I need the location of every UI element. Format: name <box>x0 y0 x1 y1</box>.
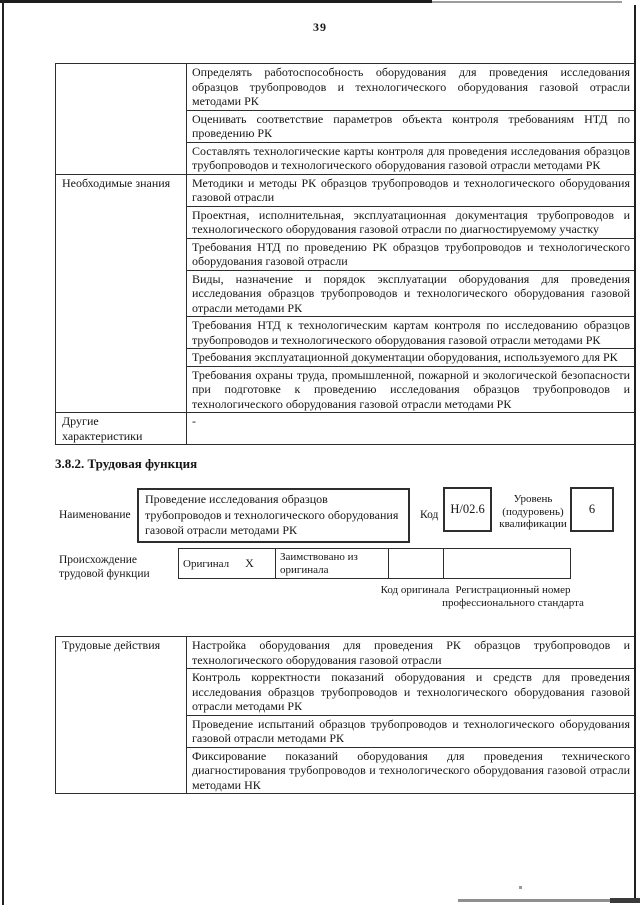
action-cell: Фиксирование показаний оборудования для проведения технического диагностирования трубопроводов и технологического оборудования газовой отрасли методами НК <box>187 747 636 794</box>
function-name-box: Проведение исследования образцов трубопроводов и технологического оборудования газовой отрасли методами РК <box>137 488 410 543</box>
section-title: 3.8.2. Трудовая функция <box>55 456 198 471</box>
scan-edge-right <box>634 5 636 898</box>
continuation-left-cell <box>56 64 187 175</box>
table-row <box>179 549 571 579</box>
skill-cell: Составлять технологические карты контроля для проведения исследования образцов трубопроводов и технологического оборудования газовой отрасли методами РК <box>187 142 636 174</box>
scan-edge-top-gray <box>432 1 622 3</box>
origin-section <box>0 548 640 624</box>
original-mark: X <box>245 555 254 570</box>
knowledge-cell: Требования охраны труда, промышленной, пожарной и экологической безопасности при подготовке к проведению исследования образцов трубопроводов и технологического оборудования газовой отрасли методами РК <box>187 366 636 413</box>
labor-function-header <box>0 487 640 543</box>
origin-reg-caption: Регистрационный номер профессионального стандарта <box>442 584 584 609</box>
scan-edge-bottom <box>458 899 610 902</box>
page-number: 39 <box>313 20 327 34</box>
knowledge-cell: Требования НТД к технологическим картам контроля по исследованию образцов трубопроводов и технологического оборудования газовой отрасли методами РК <box>187 317 636 349</box>
other-value-cell: - <box>187 413 636 445</box>
level-label: Уровень (подуровень) квалификации <box>499 493 567 530</box>
table-row <box>56 174 636 206</box>
other-label-cell: Другие характеристики <box>56 413 187 445</box>
skill-cell: Оценивать соответствие параметров объекта контроля требованиям НТД по проведению РК <box>187 110 636 142</box>
knowledge-cell: Требования эксплуатационной документации оборудования, используемого для РК <box>187 349 636 367</box>
knowledge-table <box>55 63 636 445</box>
knowledge-cell: Виды, назначение и порядок эксплуатации оборудования для проведения исследования образцов трубопроводов и технологического оборудования газовой отрасли методами РК <box>187 270 636 317</box>
scan-edge-bottom-dark <box>610 898 640 903</box>
action-cell: Контроль корректности показаний оборудования и средств для проведения исследования образцов трубопроводов и технологического оборудования газовой отрасли методами РК <box>187 669 636 716</box>
action-cell: Проведение испытаний образцов трубопроводов и технологического оборудования газовой отрасли методами РК <box>187 715 636 747</box>
scan-edge-top <box>0 0 432 3</box>
actions-label-cell: Трудовые действия <box>56 637 187 794</box>
origin-table <box>178 548 571 579</box>
origin-label: Происхождение трудовой функции <box>59 554 150 580</box>
actions-table <box>55 636 636 794</box>
name-label: Наименование <box>59 509 131 521</box>
borrowed-cell: Заимствовано из оригинала <box>276 549 389 579</box>
knowledge-cell: Проектная, исполнительная, эксплуатационная документация трубопроводов и технологического оборудования газовой отрасли по диагностируемому участку <box>187 206 636 238</box>
origin-code-cell <box>389 549 444 579</box>
origin-reg-cell <box>444 549 571 579</box>
code-label: Код <box>420 509 439 521</box>
table-row <box>56 637 636 669</box>
knowledge-label-cell: Необходимые знания <box>56 174 187 413</box>
scan-speck <box>519 886 522 889</box>
original-cell <box>179 549 276 579</box>
qualification-level-box: 6 <box>570 487 614 532</box>
function-code-box: Н/02.6 <box>443 487 492 532</box>
skill-cell: Определять работоспособность оборудования для проведения исследования образцов трубопроводов и технологического оборудования газовой отрасли методами РК <box>187 64 636 111</box>
origin-code-caption: Код оригинала <box>380 584 450 596</box>
table-row <box>56 413 636 445</box>
knowledge-cell: Требования НТД по проведению РК образцов трубопроводов и технологического оборудования газовой отрасли <box>187 238 636 270</box>
knowledge-cell: Методики и методы РК образцов трубопроводов и технологического оборудования газовой отрасли <box>187 174 636 206</box>
scan-edge-left <box>2 0 4 905</box>
table-row <box>56 64 636 111</box>
original-label: Оригинал <box>183 557 230 570</box>
action-cell: Настройка оборудования для проведения РК образцов трубопроводов и технологического оборудования газовой отрасли <box>187 637 636 669</box>
